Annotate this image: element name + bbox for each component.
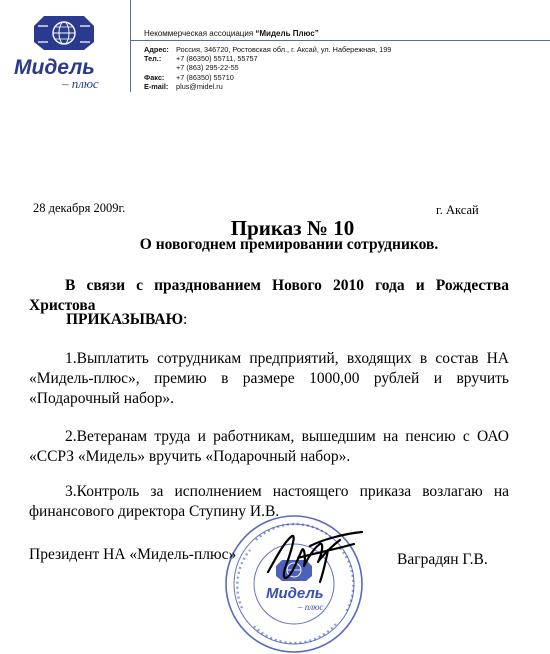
seal-brand-name: Мидель xyxy=(266,585,324,602)
document-title: Приказ № 10 xyxy=(230,216,355,240)
globe-emblem-icon xyxy=(34,16,94,50)
signature-graphic xyxy=(262,528,367,588)
seal-brand-sub: – плюс xyxy=(298,602,324,612)
handwritten-signature xyxy=(262,528,367,588)
tel-row-2: +7 (863) 295-22-55 xyxy=(176,63,239,73)
intro-paragraph: В связи с празднованием Нового 2010 года и Рождества Христова xyxy=(29,277,509,314)
logo-graphic xyxy=(10,12,125,92)
brand-name: Мидель xyxy=(14,56,95,79)
letterhead-divider-vertical xyxy=(130,0,131,92)
signer-name: Ваградян Г.В. xyxy=(397,551,488,568)
order-item-2: 2.Ветеранам труда и работникам, вышедшим на пенсию с ОАО «ССРЗ «Мидель» вручить «Подарочный набор». xyxy=(29,428,509,465)
organization-name: Некоммерческая ассоциация “Мидель Плюс” xyxy=(144,29,319,38)
brand-sub: – плюс xyxy=(62,76,99,91)
signer-title: Президент НА «Мидель-плюс» xyxy=(29,546,237,563)
contact-block xyxy=(144,45,391,91)
document-subtitle: О новогоднем премировании сотрудников. xyxy=(139,236,439,253)
order-word: ПРИКАЗЫВАЮ: xyxy=(66,311,188,328)
order-item-3: 3.Контроль за исполнением настоящего приказа возлагаю на финансового директора Ступину И.В. xyxy=(29,483,509,520)
company-logo xyxy=(10,12,125,92)
order-item-1: 1.Выплатить сотрудникам предприятий, входящих в состав НА «Мидель-плюс», премию в размере 1000,00 рублей и вручить «Подарочный набор». xyxy=(29,350,509,407)
letterhead-divider-horizontal xyxy=(130,40,550,41)
document-city: г. Аксай xyxy=(436,203,479,217)
address-row: Адрес: Россия, 346720, Ростовская обл., г. Аксай, ул. Набережная, 199 xyxy=(144,45,392,54)
tel-row: Тел.: +7 (86350) 55711, 55757 xyxy=(144,54,258,64)
email-row: E-mail: plus@midel.ru xyxy=(144,81,223,91)
document-date: 28 декабря 2009г. xyxy=(33,201,126,215)
fax-row: Факс: +7 (86350) 55710 xyxy=(144,72,234,82)
